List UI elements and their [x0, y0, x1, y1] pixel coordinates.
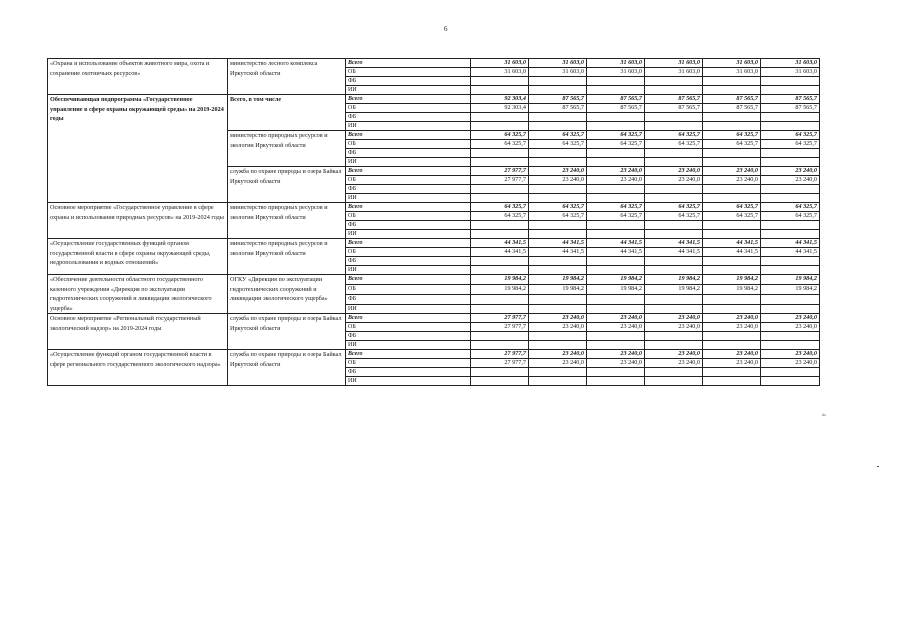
amount-cell — [761, 294, 820, 304]
amount-cell — [761, 377, 820, 386]
amount-cell: 44 341,5 — [645, 248, 703, 257]
amount-cell: 23 240,0 — [587, 359, 645, 368]
amount-cell — [529, 113, 587, 122]
amount-cell: 31 603,0 — [645, 68, 703, 77]
amount-cell: 92 303,4 — [471, 104, 529, 113]
amount-cell: 23 240,0 — [587, 167, 645, 176]
amount-cell — [529, 377, 587, 386]
funding-source-cell: ОБ — [346, 68, 471, 77]
funding-source-cell: ФБ — [346, 221, 471, 230]
amount-cell — [761, 304, 820, 314]
amount-cell: 31 603,0 — [471, 59, 529, 68]
amount-cell: 23 240,0 — [645, 176, 703, 185]
amount-cell — [645, 113, 703, 122]
amount-cell: 23 240,0 — [587, 176, 645, 185]
funding-source-cell: Всего — [346, 167, 471, 176]
amount-cell — [761, 194, 820, 203]
funding-source-cell: ИИ — [346, 304, 471, 314]
amount-cell: 23 240,0 — [587, 323, 645, 332]
funding-source-cell: ОБ — [346, 104, 471, 113]
funding-source-cell: Всего — [346, 95, 471, 104]
amount-cell — [471, 113, 529, 122]
amount-cell — [703, 304, 761, 314]
amount-cell: 31 603,0 — [587, 68, 645, 77]
amount-cell — [703, 122, 761, 131]
budget-table — [47, 58, 820, 386]
amount-cell: 23 240,0 — [761, 176, 820, 185]
funding-source-cell: ФБ — [346, 368, 471, 377]
amount-cell — [645, 86, 703, 95]
amount-cell: 87 565,7 — [529, 104, 587, 113]
amount-cell: 23 240,0 — [703, 314, 761, 323]
amount-cell: 64 325,7 — [703, 203, 761, 212]
amount-cell — [645, 230, 703, 239]
amount-cell: 31 603,0 — [645, 59, 703, 68]
funding-source-cell: ОБ — [346, 359, 471, 368]
amount-cell: 44 341,5 — [529, 239, 587, 248]
amount-cell: 31 603,0 — [703, 68, 761, 77]
amount-cell: 64 325,7 — [645, 203, 703, 212]
table-row — [48, 203, 820, 212]
amount-cell — [471, 266, 529, 275]
amount-cell — [529, 230, 587, 239]
amount-cell: 44 341,5 — [471, 248, 529, 257]
amount-cell — [645, 122, 703, 131]
amount-cell: 87 565,7 — [529, 95, 587, 104]
amount-cell — [645, 304, 703, 314]
amount-cell: 87 565,7 — [761, 104, 820, 113]
funding-source-cell: Всего — [346, 59, 471, 68]
page-number: 6 — [444, 25, 448, 33]
amount-cell — [471, 77, 529, 86]
amount-cell: 27 977,7 — [471, 323, 529, 332]
amount-cell — [587, 230, 645, 239]
amount-cell: 19 984,2 — [703, 275, 761, 285]
amount-cell — [587, 368, 645, 377]
table-row — [48, 95, 820, 104]
amount-cell — [471, 86, 529, 95]
amount-cell — [529, 332, 587, 341]
amount-cell — [471, 158, 529, 167]
executor-cell: министерство природных ресурсов и экологии Иркутской области — [228, 203, 346, 239]
executor-cell: служба по охране природы и озера Байкал Иркутской области — [228, 350, 346, 386]
amount-cell — [587, 377, 645, 386]
amount-cell — [703, 194, 761, 203]
amount-cell — [529, 368, 587, 377]
amount-cell: 23 240,0 — [529, 350, 587, 359]
amount-cell — [703, 158, 761, 167]
amount-cell — [587, 257, 645, 266]
amount-cell — [761, 221, 820, 230]
funding-source-cell: ИИ — [346, 377, 471, 386]
amount-cell — [761, 158, 820, 167]
amount-cell — [703, 230, 761, 239]
amount-cell — [761, 77, 820, 86]
amount-cell: 44 341,5 — [471, 239, 529, 248]
amount-cell: 44 341,5 — [703, 248, 761, 257]
amount-cell — [645, 377, 703, 386]
amount-cell: 23 240,0 — [529, 176, 587, 185]
scan-speck — [877, 466, 879, 467]
amount-cell: 23 240,0 — [587, 350, 645, 359]
amount-cell — [529, 77, 587, 86]
amount-cell — [645, 341, 703, 350]
amount-cell — [471, 194, 529, 203]
amount-cell — [529, 122, 587, 131]
amount-cell — [587, 304, 645, 314]
amount-cell — [645, 185, 703, 194]
amount-cell: 23 240,0 — [703, 359, 761, 368]
amount-cell — [761, 113, 820, 122]
amount-cell: 23 240,0 — [703, 167, 761, 176]
amount-cell — [587, 185, 645, 194]
amount-cell: 44 341,5 — [761, 248, 820, 257]
funding-source-cell: ИИ — [346, 194, 471, 203]
amount-cell — [645, 158, 703, 167]
funding-source-cell: ФБ — [346, 332, 471, 341]
table-row — [48, 275, 820, 285]
executor-cell: служба по охране природы и озера Байкал Иркутской области — [228, 314, 346, 350]
amount-cell — [645, 194, 703, 203]
amount-cell: 23 240,0 — [761, 167, 820, 176]
amount-cell — [529, 304, 587, 314]
amount-cell: 23 240,0 — [761, 323, 820, 332]
amount-cell: 64 325,7 — [471, 203, 529, 212]
amount-cell — [645, 266, 703, 275]
amount-cell — [703, 221, 761, 230]
amount-cell: 92 303,4 — [471, 95, 529, 104]
funding-source-cell: Всего — [346, 275, 471, 285]
amount-cell: 31 603,0 — [471, 68, 529, 77]
amount-cell — [703, 377, 761, 386]
amount-cell: 64 325,7 — [529, 140, 587, 149]
amount-cell: 23 240,0 — [529, 314, 587, 323]
amount-cell — [761, 149, 820, 158]
amount-cell: 64 325,7 — [761, 131, 820, 140]
measure-name-cell: «Осуществление функций органом государственной власти в сфере регионального государственного экологического надзора» — [48, 350, 228, 386]
amount-cell — [761, 230, 820, 239]
amount-cell: 19 984,2 — [471, 275, 529, 285]
amount-cell: 87 565,7 — [645, 95, 703, 104]
amount-cell: 64 325,7 — [761, 203, 820, 212]
amount-cell — [761, 86, 820, 95]
amount-cell — [703, 113, 761, 122]
amount-cell — [645, 294, 703, 304]
funding-source-cell: ИИ — [346, 122, 471, 131]
measure-name-cell: «Осуществление государственных функций органом государственной власти в сфере охраны окружающей среды, недропользования и водных отношений» — [48, 239, 228, 275]
amount-cell — [587, 341, 645, 350]
amount-cell — [529, 266, 587, 275]
funding-source-cell: Всего — [346, 350, 471, 359]
amount-cell — [587, 122, 645, 131]
funding-source-cell: Всего — [346, 203, 471, 212]
amount-cell: 23 240,0 — [645, 167, 703, 176]
amount-cell: 31 603,0 — [529, 59, 587, 68]
amount-cell — [471, 122, 529, 131]
amount-cell — [587, 266, 645, 275]
table-row — [48, 314, 820, 323]
amount-cell: 23 240,0 — [703, 176, 761, 185]
funding-source-cell: ФБ — [346, 149, 471, 158]
amount-cell: 27 977,7 — [471, 359, 529, 368]
amount-cell: 19 984,2 — [587, 275, 645, 285]
table-row — [48, 350, 820, 359]
amount-cell: 27 977,7 — [471, 167, 529, 176]
funding-source-cell: ИИ — [346, 158, 471, 167]
amount-cell: 64 325,7 — [645, 212, 703, 221]
funding-source-cell: Всего — [346, 131, 471, 140]
amount-cell: 23 240,0 — [587, 314, 645, 323]
amount-cell — [587, 149, 645, 158]
amount-cell — [587, 86, 645, 95]
amount-cell: 19 984,2 — [703, 284, 761, 294]
amount-cell: 23 240,0 — [645, 350, 703, 359]
amount-cell: 23 240,0 — [761, 350, 820, 359]
amount-cell — [645, 221, 703, 230]
amount-cell: 87 565,7 — [645, 104, 703, 113]
amount-cell — [587, 194, 645, 203]
amount-cell — [761, 122, 820, 131]
amount-cell: 23 240,0 — [645, 359, 703, 368]
amount-cell — [761, 341, 820, 350]
amount-cell: 64 325,7 — [529, 203, 587, 212]
amount-cell — [529, 257, 587, 266]
amount-cell: 44 341,5 — [587, 248, 645, 257]
amount-cell: 19 984,2 — [529, 275, 587, 285]
measure-name-cell: Основное мероприятие «Государственное управление в сфере охраны и использования природных ресурсов» на 2019-2024 годы — [48, 203, 228, 239]
amount-cell — [703, 341, 761, 350]
amount-cell — [587, 332, 645, 341]
amount-cell — [761, 257, 820, 266]
amount-cell: 64 325,7 — [703, 212, 761, 221]
amount-cell — [471, 294, 529, 304]
amount-cell — [761, 368, 820, 377]
executor-cell: Всего, в том числе — [228, 95, 346, 131]
amount-cell — [703, 185, 761, 194]
measure-name-cell: Обеспечивающая подпрограмма «Государственное управление в сфере охраны окружающей среды» на 2019-2024 годы — [48, 95, 228, 203]
amount-cell — [529, 149, 587, 158]
amount-cell: 23 240,0 — [703, 350, 761, 359]
amount-cell: 44 341,5 — [761, 239, 820, 248]
amount-cell: 19 984,2 — [645, 275, 703, 285]
funding-source-cell: ФБ — [346, 185, 471, 194]
amount-cell: 19 984,2 — [471, 284, 529, 294]
amount-cell: 64 325,7 — [645, 140, 703, 149]
amount-cell: 64 325,7 — [761, 212, 820, 221]
amount-cell — [587, 77, 645, 86]
amount-cell: 23 240,0 — [703, 323, 761, 332]
amount-cell: 64 325,7 — [529, 212, 587, 221]
amount-cell: 87 565,7 — [587, 95, 645, 104]
amount-cell: 64 325,7 — [529, 131, 587, 140]
amount-cell — [471, 377, 529, 386]
amount-cell: 19 984,2 — [761, 284, 820, 294]
amount-cell — [529, 194, 587, 203]
funding-source-cell: ОБ — [346, 284, 471, 294]
funding-source-cell: ФБ — [346, 113, 471, 122]
amount-cell — [703, 257, 761, 266]
amount-cell: 23 240,0 — [529, 167, 587, 176]
executor-cell: министерство лесного комплекса Иркутской области — [228, 59, 346, 95]
amount-cell — [587, 113, 645, 122]
amount-cell: 64 325,7 — [761, 140, 820, 149]
amount-cell — [471, 257, 529, 266]
funding-source-cell: Всего — [346, 239, 471, 248]
amount-cell: 64 325,7 — [471, 131, 529, 140]
funding-source-cell: ИИ — [346, 86, 471, 95]
executor-cell: министерство природных ресурсов и экологии Иркутской области — [228, 239, 346, 275]
amount-cell: 64 325,7 — [587, 131, 645, 140]
amount-cell: 23 240,0 — [645, 323, 703, 332]
amount-cell: 27 977,7 — [471, 350, 529, 359]
amount-cell — [529, 341, 587, 350]
amount-cell — [703, 149, 761, 158]
amount-cell: 87 565,7 — [703, 104, 761, 113]
amount-cell — [703, 86, 761, 95]
table-row — [48, 239, 820, 248]
amount-cell: 64 325,7 — [645, 131, 703, 140]
funding-source-cell: ОБ — [346, 140, 471, 149]
amount-cell — [587, 221, 645, 230]
measure-name-cell: Основное мероприятие «Региональный государственный экологический надзор» на 2019-2024 годы — [48, 314, 228, 350]
amount-cell: 44 341,5 — [587, 239, 645, 248]
amount-cell — [471, 368, 529, 377]
amount-cell: 64 325,7 — [703, 140, 761, 149]
amount-cell — [529, 185, 587, 194]
amount-cell: 23 240,0 — [761, 314, 820, 323]
funding-source-cell: ОБ — [346, 323, 471, 332]
funding-source-cell: ИИ — [346, 266, 471, 275]
closing-quote-mark: ». — [822, 412, 827, 418]
amount-cell — [645, 149, 703, 158]
budget-table-body — [48, 59, 820, 386]
amount-cell: 19 984,2 — [761, 275, 820, 285]
amount-cell: 87 565,7 — [761, 95, 820, 104]
amount-cell — [703, 266, 761, 275]
funding-source-cell: ОБ — [346, 212, 471, 221]
amount-cell: 23 240,0 — [645, 314, 703, 323]
amount-cell — [645, 368, 703, 377]
amount-cell — [761, 266, 820, 275]
amount-cell — [703, 368, 761, 377]
amount-cell — [471, 341, 529, 350]
amount-cell: 31 603,0 — [529, 68, 587, 77]
amount-cell: 23 240,0 — [529, 359, 587, 368]
funding-source-cell: ИИ — [346, 341, 471, 350]
amount-cell — [529, 294, 587, 304]
funding-source-cell: ФБ — [346, 77, 471, 86]
funding-source-cell: ФБ — [346, 294, 471, 304]
amount-cell: 23 240,0 — [761, 359, 820, 368]
amount-cell: 64 325,7 — [587, 140, 645, 149]
amount-cell: 19 984,2 — [645, 284, 703, 294]
table-row — [48, 59, 820, 68]
amount-cell: 31 603,0 — [761, 59, 820, 68]
amount-cell: 64 325,7 — [703, 131, 761, 140]
funding-source-cell: ИИ — [346, 230, 471, 239]
amount-cell: 31 603,0 — [703, 59, 761, 68]
amount-cell — [761, 185, 820, 194]
amount-cell: 27 977,7 — [471, 176, 529, 185]
amount-cell — [645, 77, 703, 86]
executor-cell: служба по охране природы и озера Байкал Иркутской области — [228, 167, 346, 203]
amount-cell — [703, 294, 761, 304]
executor-cell: ОГКУ «Дирекция по эксплуатации гидротехнических сооружений и ликвидации экологического ущерба» — [228, 275, 346, 314]
amount-cell: 64 325,7 — [587, 203, 645, 212]
measure-name-cell: «Обеспечение деятельности областного государственного казенного учреждения «Дирекция по эксплуатации гидротехнических сооружений и ликвидации экологического ущерба» — [48, 275, 228, 314]
amount-cell: 64 325,7 — [471, 140, 529, 149]
funding-source-cell: ОБ — [346, 248, 471, 257]
amount-cell — [587, 294, 645, 304]
amount-cell: 44 341,5 — [645, 239, 703, 248]
funding-source-cell: ОБ — [346, 176, 471, 185]
amount-cell: 64 325,7 — [587, 212, 645, 221]
amount-cell — [471, 230, 529, 239]
amount-cell — [529, 221, 587, 230]
amount-cell — [645, 332, 703, 341]
amount-cell: 19 984,2 — [529, 284, 587, 294]
amount-cell — [761, 332, 820, 341]
funding-source-cell: ФБ — [346, 257, 471, 266]
executor-cell: министерство природных ресурсов и экологии Иркутской области — [228, 131, 346, 167]
amount-cell: 27 977,7 — [471, 314, 529, 323]
amount-cell: 44 341,5 — [703, 239, 761, 248]
amount-cell — [703, 332, 761, 341]
amount-cell: 23 240,0 — [529, 323, 587, 332]
amount-cell: 44 341,5 — [529, 248, 587, 257]
amount-cell — [587, 158, 645, 167]
amount-cell — [703, 77, 761, 86]
funding-source-cell: Всего — [346, 314, 471, 323]
amount-cell: 87 565,7 — [587, 104, 645, 113]
measure-name-cell: «Охрана и использование объектов животного мира, охота и сохранение охотничьих ресурсов» — [48, 59, 228, 95]
amount-cell — [471, 185, 529, 194]
amount-cell — [471, 149, 529, 158]
amount-cell: 31 603,0 — [587, 59, 645, 68]
amount-cell — [529, 158, 587, 167]
amount-cell — [529, 86, 587, 95]
amount-cell: 87 565,7 — [703, 95, 761, 104]
amount-cell: 19 984,2 — [587, 284, 645, 294]
amount-cell: 31 603,0 — [761, 68, 820, 77]
amount-cell — [471, 332, 529, 341]
amount-cell — [471, 221, 529, 230]
amount-cell: 64 325,7 — [471, 212, 529, 221]
amount-cell — [645, 257, 703, 266]
amount-cell — [471, 304, 529, 314]
